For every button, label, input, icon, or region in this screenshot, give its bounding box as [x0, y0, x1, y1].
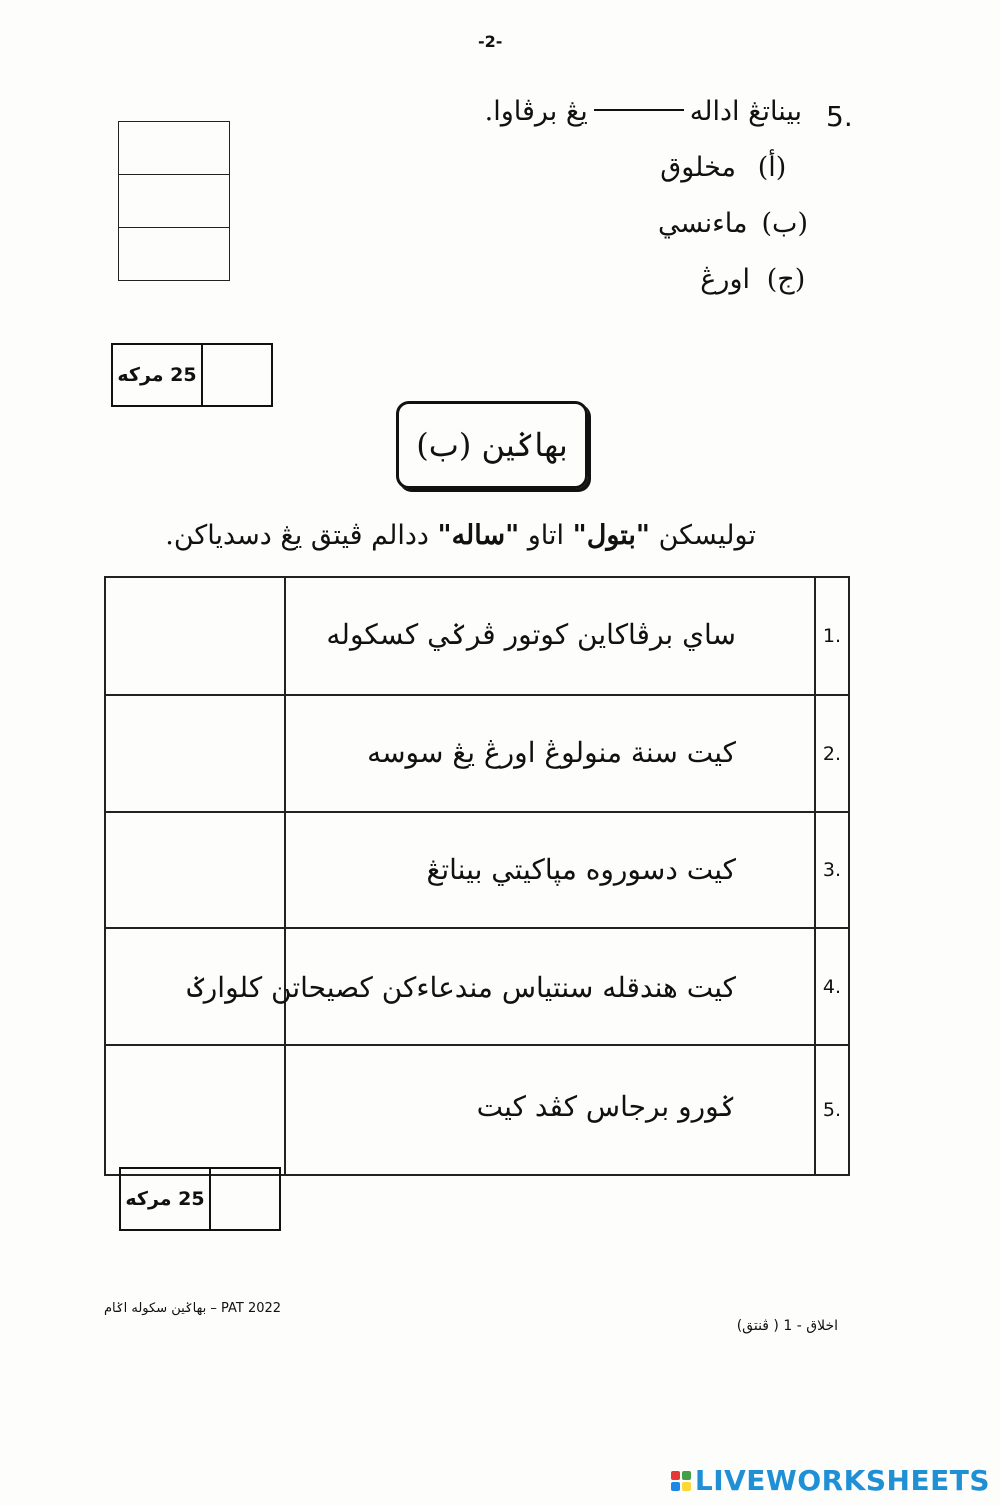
question-number-5: 5. — [814, 1046, 848, 1174]
liveworksheets-logo — [671, 1464, 990, 1497]
footer-right: اخلاق - 1 ( ڤنتق) — [736, 1318, 838, 1334]
answer-boxes — [118, 121, 230, 281]
answer-box-c[interactable] — [119, 228, 229, 280]
table-row — [106, 696, 848, 813]
marks-box-section-b — [119, 1167, 281, 1231]
question-text-5: ݢورو برجاس كڤد كيت — [476, 1090, 736, 1123]
marks-label: 25 مركه — [117, 364, 197, 386]
answer-box-a[interactable] — [119, 122, 229, 175]
logo-square-blue — [671, 1482, 680, 1491]
table-row — [106, 929, 848, 1046]
logo-square-yellow — [682, 1482, 691, 1491]
option-c — [700, 264, 808, 295]
instruction-part3: ددالم ڤيتق يڠ دسدياكن. — [165, 520, 438, 551]
instruction-part2: اتاو — [519, 520, 573, 551]
table-row — [106, 1046, 848, 1174]
marks-box-section-a — [111, 343, 273, 407]
fill-blank[interactable] — [594, 109, 684, 111]
question-5-text — [485, 96, 802, 127]
question-text-1: ساي برڤاكاين كوتور ڤرݢي كسكوله — [326, 618, 736, 651]
logo-icon — [671, 1471, 691, 1491]
instruction-word-true: "بتول" — [572, 520, 651, 551]
question-number-2: 2. — [814, 696, 848, 811]
option-a-mark: (أ) — [757, 152, 787, 183]
option-b-text: ماءنسي — [658, 208, 748, 239]
table-row — [106, 813, 848, 929]
instruction — [165, 520, 756, 551]
option-b-mark: (ب) — [761, 208, 808, 239]
question-table — [104, 576, 850, 1176]
marks-score-field[interactable] — [201, 345, 271, 405]
question-5-text-after: يڠ برڤاوا. — [484, 96, 588, 127]
question-5-number: 5. — [826, 100, 853, 133]
watermark-text: LIVEWORKSHEETS — [694, 1464, 990, 1497]
footer-left: PAT 2022 – بهاݢين سكوله اݢام — [104, 1301, 282, 1316]
answer-cell-2[interactable] — [106, 696, 286, 811]
section-header: بهاݢين (ب) — [396, 401, 588, 489]
instruction-word-false: "ساله" — [437, 520, 520, 551]
question-text-3: كيت دسوروه مڽاكيتي بيناتڠ — [426, 853, 736, 886]
option-c-text: اورڠ — [700, 264, 750, 295]
option-a-text: مخلوق — [660, 152, 736, 183]
answer-box-b[interactable] — [119, 175, 229, 228]
option-c-mark: (ج) — [766, 264, 806, 295]
question-number-1: 1. — [814, 578, 848, 694]
answer-cell-3[interactable] — [106, 813, 286, 927]
marks-label: 25 مركه — [125, 1188, 205, 1210]
instruction-part1: توليسكن — [650, 520, 756, 551]
page-number: -2- — [478, 32, 503, 51]
question-number-4: 4. — [814, 929, 848, 1044]
logo-square-green — [682, 1471, 691, 1480]
logo-square-red — [671, 1471, 680, 1480]
question-text-4: كيت هندقله سنتياس مندعاءكن كصيحاتن كلوارݢ — [187, 971, 736, 1004]
table-row — [106, 578, 848, 696]
question-text-2: كيت سنة منولوڠ اورڠ يڠ سوسه — [367, 736, 736, 769]
answer-cell-1[interactable] — [106, 578, 286, 694]
question-5-text-before: بيناتڠ اداله — [689, 96, 802, 127]
marks-score-field[interactable] — [209, 1169, 279, 1229]
option-b — [658, 208, 808, 239]
question-number-3: 3. — [814, 813, 848, 927]
answer-cell-5[interactable] — [106, 1046, 286, 1174]
option-a — [660, 152, 794, 183]
